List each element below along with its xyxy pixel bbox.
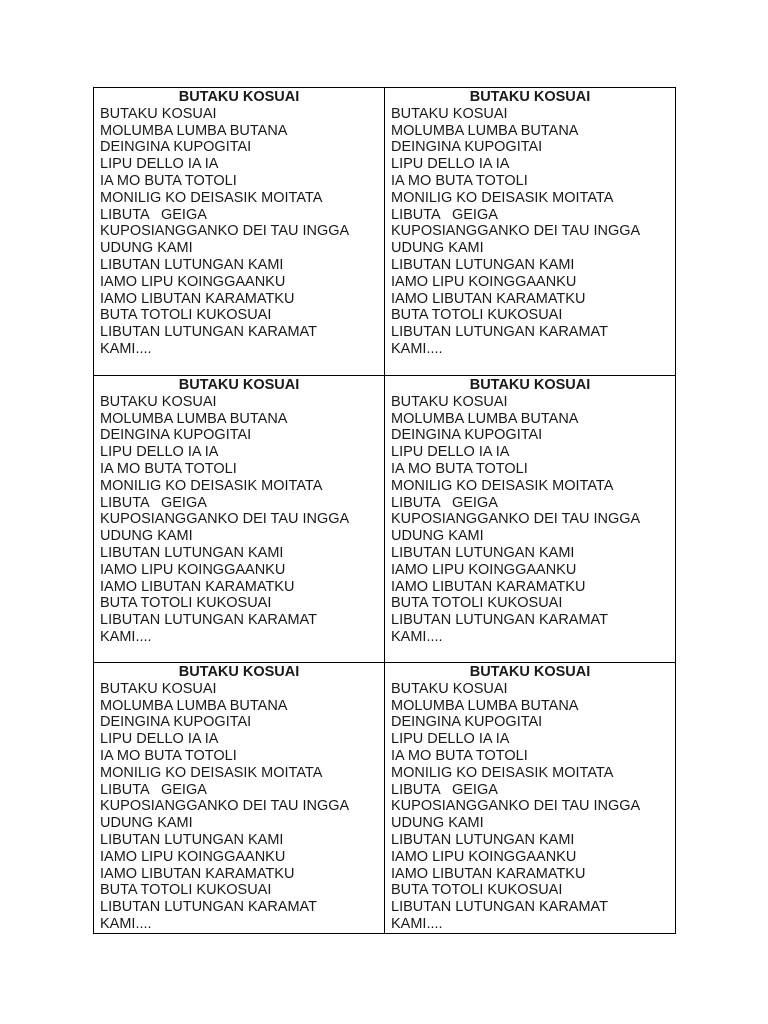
lyric-line: KUPOSIANGGANKO DEI TAU INGGA bbox=[100, 511, 350, 528]
lyric-line: DEINGINA KUPOGITAI bbox=[391, 427, 543, 444]
lyric-line: BUTA TOTOLI KUKOSUAI bbox=[100, 307, 272, 324]
lyric-line: IAMO LIPU KOINGGAANKU bbox=[391, 561, 577, 578]
lyrics-block bbox=[385, 88, 675, 358]
lyric-line: LIBUTA GEIGA bbox=[391, 206, 498, 223]
lyric-line: IAMO LIBUTAN KARAMATKU bbox=[391, 290, 586, 307]
lyric-line: LIBUTAN LUTUNGAN KAMI bbox=[100, 256, 284, 273]
lyric-line: DEINGINA KUPOGITAI bbox=[100, 139, 252, 156]
table-row bbox=[94, 376, 676, 663]
lyric-line: MONILIG KO DEISASIK MOITATA bbox=[391, 477, 614, 494]
lyric-line: MOLUMBA LUMBA BUTANA bbox=[391, 410, 579, 427]
lyric-line: KUPOSIANGGANKO DEI TAU INGGA bbox=[391, 798, 641, 815]
lyric-line: MOLUMBA LUMBA BUTANA bbox=[100, 122, 288, 139]
lyrics-block bbox=[385, 376, 675, 646]
song-title: BUTAKU KOSUAI bbox=[178, 89, 300, 105]
lyric-line: LIBUTAN LUTUNGAN KARAMAT bbox=[100, 899, 317, 916]
lyric-line: MOLUMBA LUMBA BUTANA bbox=[100, 697, 288, 714]
lyric-line: BUTAKU KOSUAI bbox=[100, 105, 217, 122]
lyric-line: KAMI.... bbox=[391, 340, 443, 357]
lyric-line: LIBUTAN LUTUNGAN KARAMAT bbox=[391, 899, 608, 916]
lyric-line: DEINGINA KUPOGITAI bbox=[391, 139, 543, 156]
lyric-line: LIBUTAN LUTUNGAN KAMI bbox=[100, 831, 284, 848]
lyric-line: LIBUTA GEIGA bbox=[100, 206, 207, 223]
song-lines bbox=[100, 106, 384, 358]
lyric-line: LIPU DELLO IA IA bbox=[391, 444, 510, 461]
lyric-line: MONILIG KO DEISASIK MOITATA bbox=[100, 764, 323, 781]
lyric-line: IAMO LIBUTAN KARAMATKU bbox=[100, 290, 295, 307]
lyric-line: UDUNG KAMI bbox=[391, 240, 484, 257]
lyric-line: IA MO BUTA TOTOLI bbox=[391, 172, 528, 189]
lyric-line: BUTA TOTOLI KUKOSUAI bbox=[100, 595, 272, 612]
lyric-line: IAMO LIPU KOINGGAANKU bbox=[100, 273, 286, 290]
lyric-line: IAMO LIBUTAN KARAMATKU bbox=[100, 865, 295, 882]
lyric-line: UDUNG KAMI bbox=[100, 815, 193, 832]
lyric-line: BUTAKU KOSUAI bbox=[391, 680, 508, 697]
lyrics-cell bbox=[94, 88, 385, 376]
lyric-line: KAMI.... bbox=[100, 915, 152, 932]
lyric-line: LIBUTAN LUTUNGAN KARAMAT bbox=[391, 612, 608, 629]
lyric-line: UDUNG KAMI bbox=[100, 528, 193, 545]
lyric-line: IAMO LIPU KOINGGAANKU bbox=[100, 848, 286, 865]
lyric-line: BUTAKU KOSUAI bbox=[391, 393, 508, 410]
lyrics-block bbox=[94, 663, 384, 933]
lyric-line: LIBUTAN LUTUNGAN KAMI bbox=[391, 831, 575, 848]
lyric-line: BUTA TOTOLI KUKOSUAI bbox=[100, 882, 272, 899]
lyric-line: IAMO LIPU KOINGGAANKU bbox=[100, 561, 286, 578]
lyrics-table bbox=[93, 87, 676, 934]
lyric-line: DEINGINA KUPOGITAI bbox=[391, 714, 543, 731]
lyrics-cell bbox=[94, 376, 385, 663]
lyric-line: DEINGINA KUPOGITAI bbox=[100, 714, 252, 731]
lyric-line: BUTA TOTOLI KUKOSUAI bbox=[391, 595, 563, 612]
lyric-line: BUTAKU KOSUAI bbox=[100, 680, 217, 697]
lyric-line: BUTA TOTOLI KUKOSUAI bbox=[391, 307, 563, 324]
lyric-line: IAMO LIPU KOINGGAANKU bbox=[391, 848, 577, 865]
lyric-line: DEINGINA KUPOGITAI bbox=[100, 427, 252, 444]
song-title: BUTAKU KOSUAI bbox=[178, 664, 300, 680]
lyric-line: IA MO BUTA TOTOLI bbox=[391, 460, 528, 477]
lyrics-block bbox=[385, 663, 675, 933]
lyric-line: MOLUMBA LUMBA BUTANA bbox=[391, 122, 579, 139]
song-lines bbox=[391, 681, 675, 933]
lyric-line: IA MO BUTA TOTOLI bbox=[100, 172, 237, 189]
lyric-line: KUPOSIANGGANKO DEI TAU INGGA bbox=[391, 511, 641, 528]
lyric-line: IA MO BUTA TOTOLI bbox=[100, 747, 237, 764]
lyric-line: BUTA TOTOLI KUKOSUAI bbox=[391, 882, 563, 899]
lyric-line: MONILIG KO DEISASIK MOITATA bbox=[391, 189, 614, 206]
song-title: BUTAKU KOSUAI bbox=[469, 664, 591, 680]
song-title: BUTAKU KOSUAI bbox=[178, 377, 300, 393]
lyric-line: UDUNG KAMI bbox=[391, 815, 484, 832]
song-title: BUTAKU KOSUAI bbox=[469, 377, 591, 393]
lyrics-cell bbox=[94, 663, 385, 934]
lyric-line: MONILIG KO DEISASIK MOITATA bbox=[100, 477, 323, 494]
song-lines bbox=[391, 106, 675, 358]
song-lines bbox=[391, 394, 675, 646]
song-title: BUTAKU KOSUAI bbox=[469, 89, 591, 105]
lyric-line: LIPU DELLO IA IA bbox=[100, 156, 219, 173]
lyric-line: LIBUTA GEIGA bbox=[391, 494, 498, 511]
lyric-line: LIBUTAN LUTUNGAN KARAMAT bbox=[100, 324, 317, 341]
lyric-line: LIPU DELLO IA IA bbox=[100, 731, 219, 748]
table-row bbox=[94, 663, 676, 934]
lyrics-block bbox=[94, 88, 384, 358]
lyric-line: IAMO LIPU KOINGGAANKU bbox=[391, 273, 577, 290]
lyrics-cell bbox=[385, 663, 676, 934]
lyric-line: KUPOSIANGGANKO DEI TAU INGGA bbox=[391, 223, 641, 240]
lyric-line: UDUNG KAMI bbox=[100, 240, 193, 257]
lyric-line: MOLUMBA LUMBA BUTANA bbox=[391, 697, 579, 714]
lyric-line: UDUNG KAMI bbox=[391, 528, 484, 545]
song-lines bbox=[100, 394, 384, 646]
lyric-line: LIPU DELLO IA IA bbox=[391, 731, 510, 748]
lyric-line: LIBUTA GEIGA bbox=[391, 781, 498, 798]
lyric-line: IAMO LIBUTAN KARAMATKU bbox=[100, 578, 295, 595]
lyric-line: IAMO LIBUTAN KARAMATKU bbox=[391, 865, 586, 882]
lyric-line: LIBUTAN LUTUNGAN KARAMAT bbox=[100, 612, 317, 629]
lyric-line: KUPOSIANGGANKO DEI TAU INGGA bbox=[100, 798, 350, 815]
lyrics-cell bbox=[385, 376, 676, 663]
lyric-line: KAMI.... bbox=[391, 628, 443, 645]
lyric-line: KAMI.... bbox=[100, 628, 152, 645]
lyric-line: BUTAKU KOSUAI bbox=[100, 393, 217, 410]
lyric-line: LIPU DELLO IA IA bbox=[391, 156, 510, 173]
song-lines bbox=[100, 681, 384, 933]
lyric-line: IA MO BUTA TOTOLI bbox=[391, 747, 528, 764]
lyric-line: LIBUTA GEIGA bbox=[100, 781, 207, 798]
table-row bbox=[94, 88, 676, 376]
lyric-line: LIBUTA GEIGA bbox=[100, 494, 207, 511]
lyric-line: LIBUTAN LUTUNGAN KAMI bbox=[391, 544, 575, 561]
lyric-line: KUPOSIANGGANKO DEI TAU INGGA bbox=[100, 223, 350, 240]
lyric-line: LIBUTAN LUTUNGAN KAMI bbox=[391, 256, 575, 273]
lyric-line: LIBUTAN LUTUNGAN KAMI bbox=[100, 544, 284, 561]
lyric-line: MONILIG KO DEISASIK MOITATA bbox=[391, 764, 614, 781]
lyric-line: KAMI.... bbox=[100, 340, 152, 357]
lyrics-cell bbox=[385, 88, 676, 376]
lyric-line: LIBUTAN LUTUNGAN KARAMAT bbox=[391, 324, 608, 341]
lyrics-block bbox=[94, 376, 384, 646]
lyric-line: MOLUMBA LUMBA BUTANA bbox=[100, 410, 288, 427]
lyric-line: KAMI.... bbox=[391, 915, 443, 932]
lyric-line: MONILIG KO DEISASIK MOITATA bbox=[100, 189, 323, 206]
lyric-line: IA MO BUTA TOTOLI bbox=[100, 460, 237, 477]
lyric-line: LIPU DELLO IA IA bbox=[100, 444, 219, 461]
lyric-line: BUTAKU KOSUAI bbox=[391, 105, 508, 122]
lyric-line: IAMO LIBUTAN KARAMATKU bbox=[391, 578, 586, 595]
